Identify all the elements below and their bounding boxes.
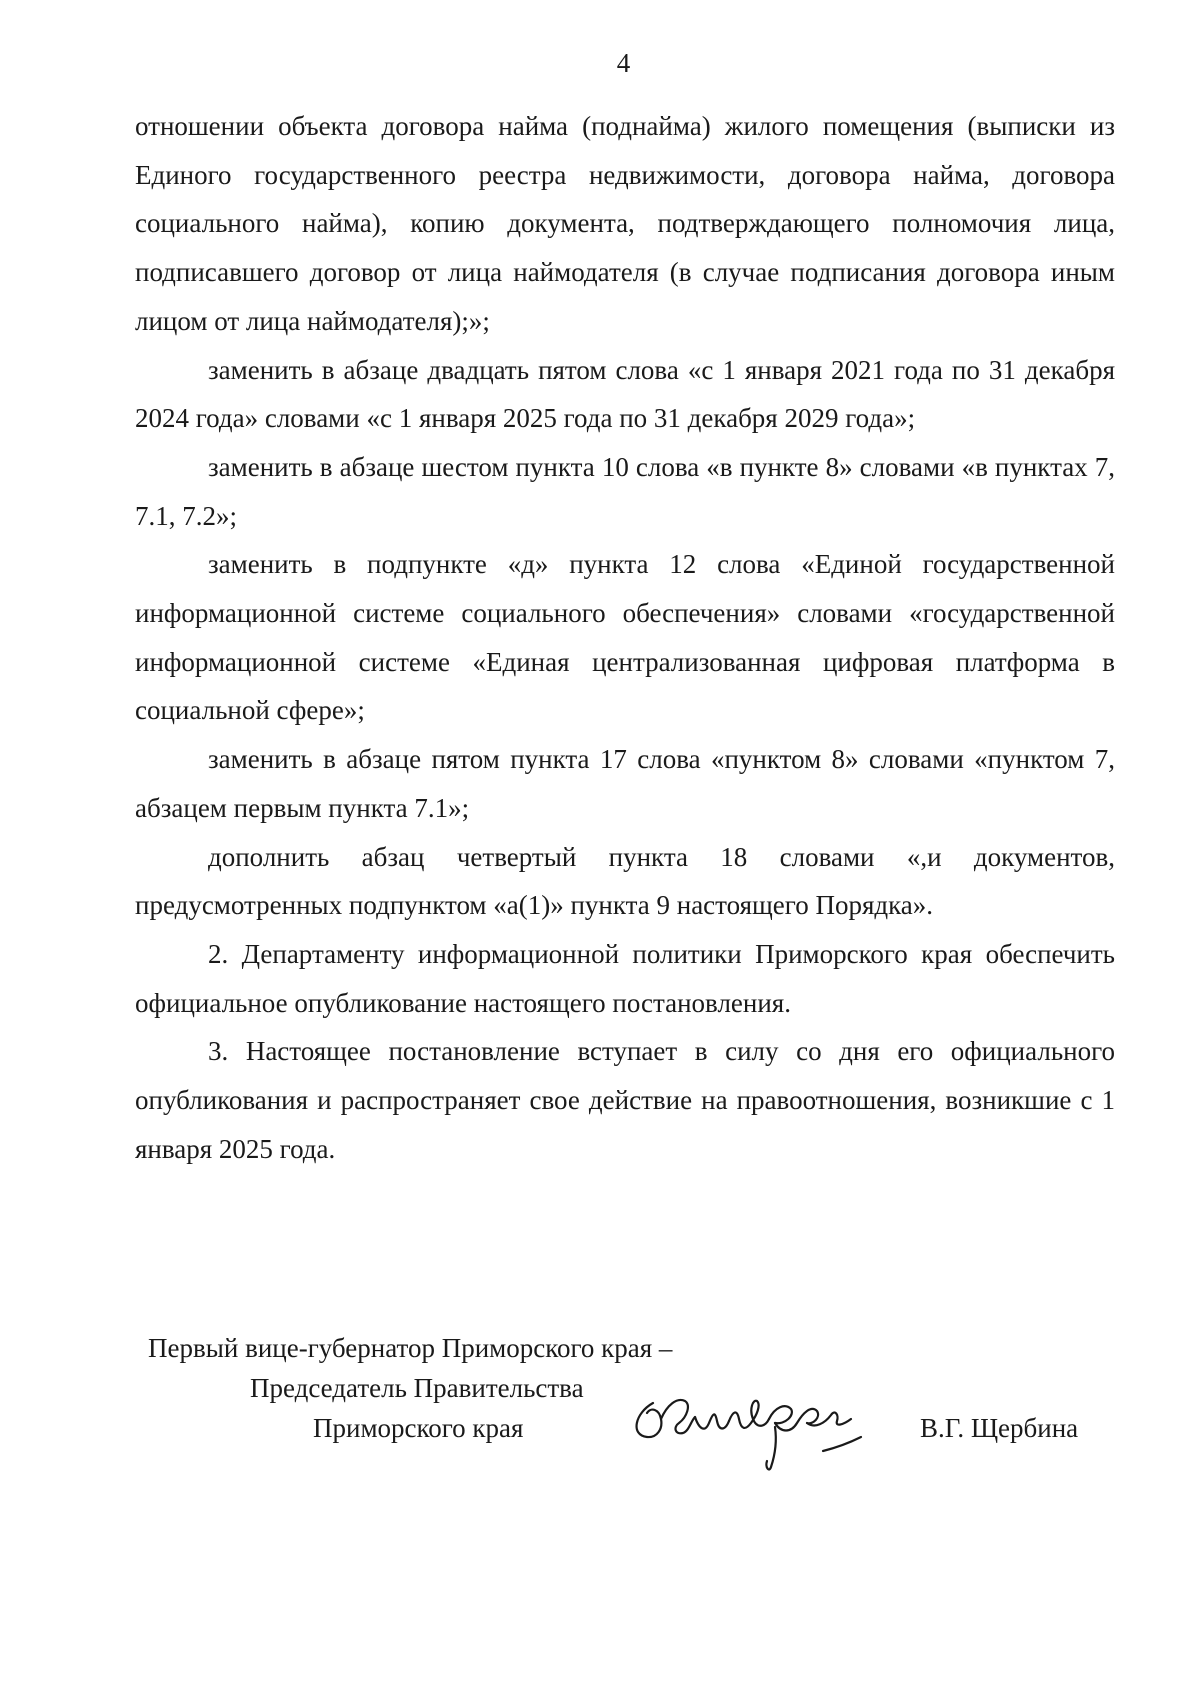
page-number: 4 [616, 48, 631, 78]
paragraph-amend-10: заменить в абзаце шестом пункта 10 слова «в пункте 8» словами «в пунктах 7, 7.1, 7.2»; [135, 451, 1115, 531]
handwritten-signature [625, 1383, 875, 1478]
paragraph-item-2: 2. Департаменту информационной политики Приморского края обеспечить официальное опубликование настоящего постановления. [135, 938, 1115, 1018]
signer-title-line-2: Председатель Правительства [250, 1373, 584, 1403]
paragraph-amend-17: заменить в абзаце пятом пункта 17 слова «пунктом 8» словами «пунктом 7, абзацем первым пункта 7.1»; [135, 744, 1115, 823]
document-body [135, 102, 1115, 1173]
paragraph-amend-25: заменить в абзаце двадцать пятом слова «с 1 января 2021 года по 31 декабря 2024 года» словами «с 1 января 2025 года по 31 декабря 2029 года»; [135, 354, 1115, 434]
paragraph-continuation: отношении объекта договора найма (поднайма) жилого помещения (выписки из Единого государственного реестра недвижимости, договора найма, договора социального найма), копию документа, подтверждающего полномочия лица, подписавшего договор от лица наймодателя (в случае подписания договора иным лицом от лица наймодателя);»; [135, 111, 1115, 336]
signer-title-line-3: Приморского края [313, 1413, 524, 1443]
signer-name: В.Г. Щербина [920, 1413, 1079, 1443]
signer-title-line-1: Первый вице-губернатор Приморского края – [148, 1333, 673, 1363]
paragraph-amend-12: заменить в подпункте «д» пункта 12 слова «Единой государственной информационной системе социального обеспечения» словами «государственной информационной системе «Единая централизованная цифровая платформа в социальной сфере»; [135, 549, 1115, 726]
paragraph-amend-18: дополнить абзац четвертый пункта 18 словами «,и документов, предусмотренных подпунктом «а(1)» пункта 9 настоящего Порядка». [135, 841, 1115, 921]
signature-block [0, 1333, 1200, 1473]
paragraph-item-3: 3. Настоящее постановление вступает в силу со дня его официального опубликования и распространяет свое действие на правоотношения, возникшие с 1 января 2025 года. [135, 1036, 1115, 1164]
